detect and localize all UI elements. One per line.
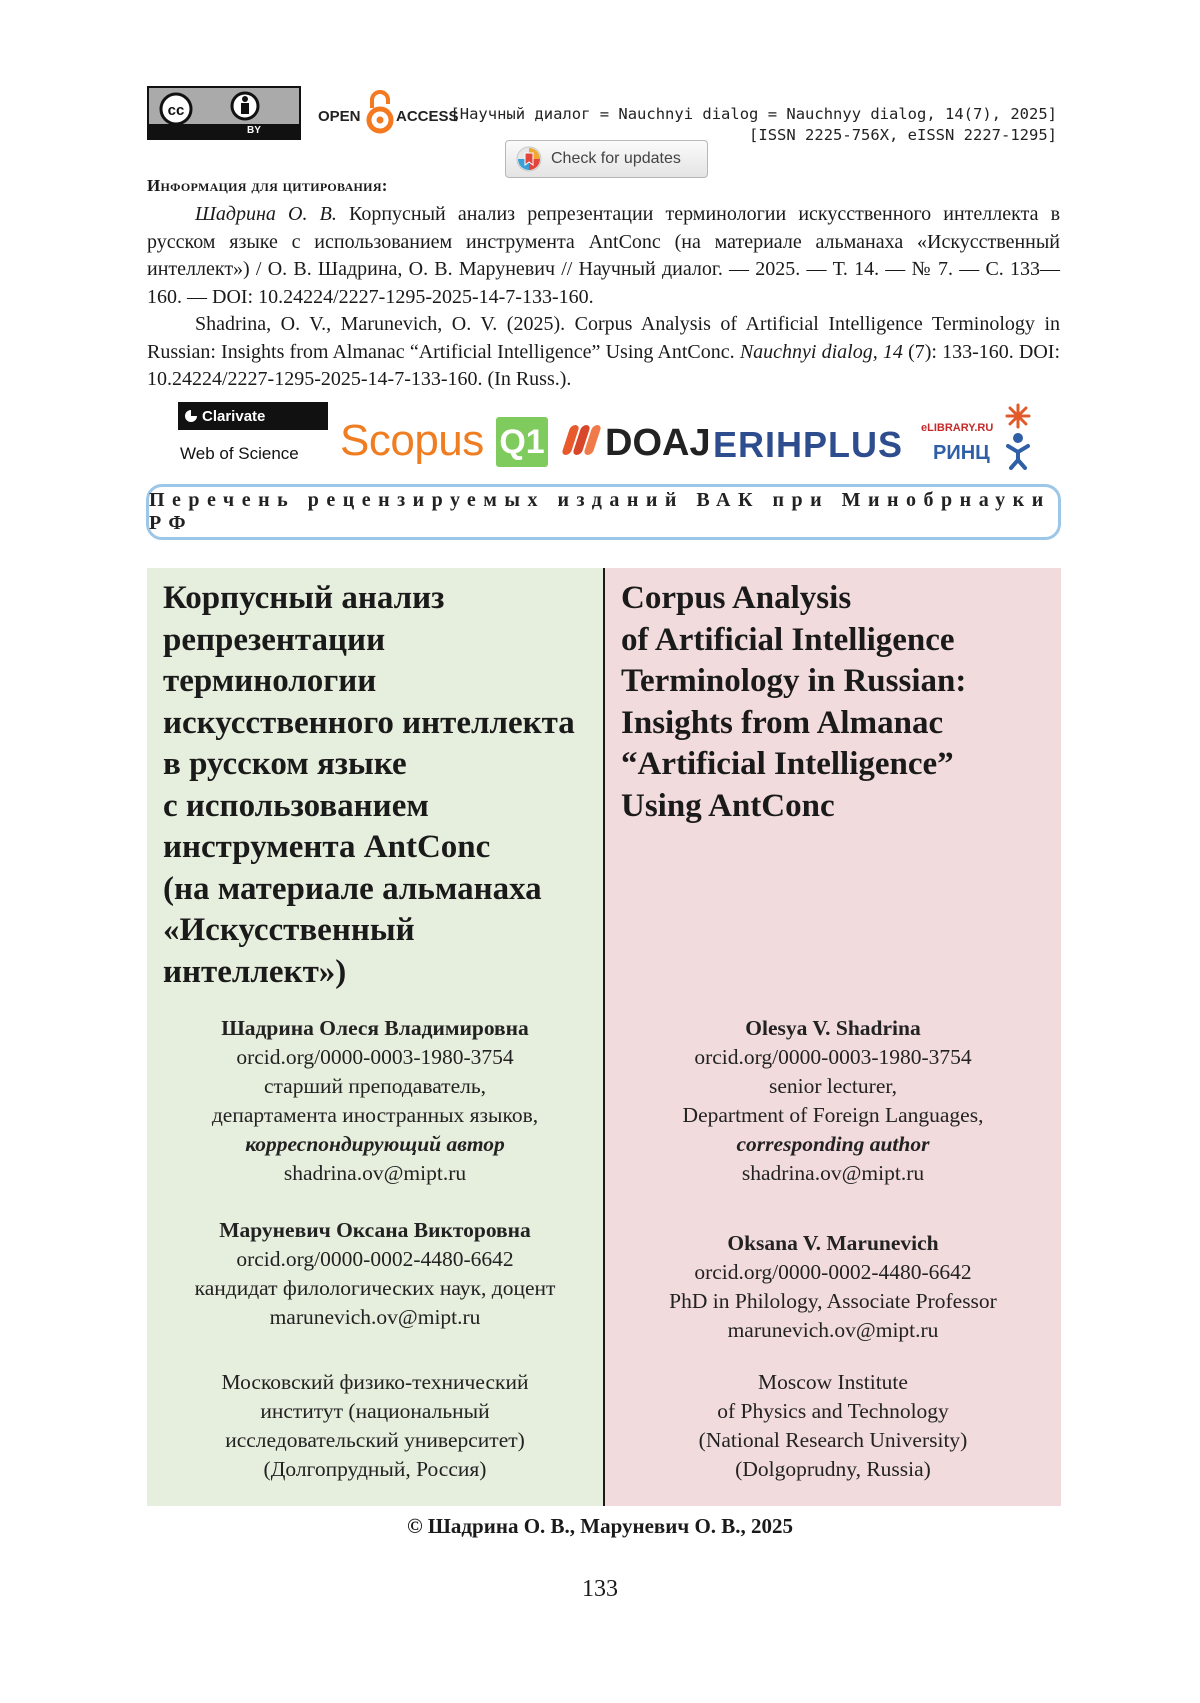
affiliation-line: of Physics and Technology [717,1399,949,1423]
author-email: shadrina.ov@mipt.ru [741,1161,925,1185]
erihplus-logo: ERIHPLUS [713,424,904,465]
citation-heading: Информация для цитирования: [147,176,388,195]
russian-title-line: с использованием [163,787,429,824]
citation-ru [147,201,1060,311]
russian-title-line: «Искусственный [163,912,415,948]
open-access-right-text: ACCESS [396,108,459,125]
author-department: департамента иностранных языков, [211,1103,539,1127]
affiliation-line: (Долгопрудный, Россия) [263,1457,487,1481]
affiliation-line: (National Research University) [698,1428,968,1452]
q1-badge: Q1 [496,417,548,467]
author-role: corresponding author [736,1132,930,1156]
english-title-line: Terminology in Russian: [621,663,967,699]
svg-text:cc: cc [167,102,185,119]
affiliation-line: исследовательский университет) [225,1428,525,1452]
elibrary-rinc-logo [915,402,1033,470]
rinc-person-icon [1003,402,1033,470]
russian-title-line: Корпусный анализ [163,580,445,616]
author-orcid: orcid.org/0000-0003-1980-3754 [236,1045,514,1069]
scopus-logo: Scopus [340,416,484,465]
doaj-label: DOAJ [605,422,711,464]
author-orcid: orcid.org/0000-0002-4480-6642 [236,1247,514,1271]
author-name: Oksana V. Marunevich [727,1231,939,1255]
page-number: 133 [582,1576,618,1602]
author-name: Шадрина Олеся Владимировна [221,1016,529,1040]
english-title-line: Using AntConc [621,787,835,824]
doaj-logo [566,422,711,465]
affiliation-line: институт (национальный [260,1399,490,1423]
citation-en-text-after: (7): 133-160. DOI: 10.24224/2227-1295-2025-14-7-133-160. (In Russ.). [147,340,1061,390]
open-access-lock-icon [366,88,394,136]
doaj-petals-icon [566,422,599,465]
english-author-1 [605,1014,1061,1188]
citation-en [147,311,1060,394]
crossmark-icon [516,146,542,172]
english-author-2 [605,1229,1061,1345]
cc-by-label: BY [247,125,261,136]
author-position: PhD in Philology, Associate Professor [669,1289,997,1313]
journal-ref-line-2: [ISSN 2225-756X, eISSN 2227-1295] [749,126,1057,144]
english-title-line: of Artificial Intelligence [621,621,955,658]
citation-block [147,201,1060,394]
russian-author-2 [147,1216,603,1332]
open-access-left-text: OPEN [318,108,361,125]
english-affiliation [605,1368,1061,1484]
clarivate-logo [178,402,328,430]
russian-title-line: (на материале альманаха [163,870,542,907]
journal-ref-line-1: [Научный диалог = Nauchnyi dialog = Nauchnyy dialog, 14(7), 2025] [450,105,1057,123]
english-title-line: Corpus Analysis [621,580,852,616]
elibrary-label: eLIBRARY.RU [921,422,994,434]
russian-affiliation [147,1368,603,1484]
russian-title-line: в русском языке [163,746,407,782]
english-title [621,578,1051,827]
affiliation-line: Московский физико-технический [221,1370,529,1394]
author-position: senior lecturer, [768,1074,898,1098]
check-for-updates-button[interactable] [505,140,708,178]
clarivate-label: Clarivate [202,407,266,425]
citation-en-journal: Nauchnyi dialog, 14 [739,340,903,363]
author-email: marunevich.ov@mipt.ru [269,1305,481,1329]
russian-title-line: инструмента AntConc [163,829,491,865]
affiliation-line: Moscow Institute [758,1370,908,1394]
author-orcid: orcid.org/0000-0003-1980-3754 [694,1045,972,1069]
citation-ru-text: Корпусный анализ репрезентации терминологии искусственного интеллекта в русском языке с использованием инструмента AntConc (на материале альманаха «Искусственный интеллект») / О. В. Шадрина, О. В. Маруневич // Научный диалог. — 2025. — Т. 14. — № 7. — С. 133—160. — DOI: 10.24224/2227-1295-2025-14-7-133-160. [147,203,1061,308]
russian-column [147,568,603,1506]
cc-by-license-badge [147,86,301,140]
russian-title-line: терминологии [163,663,377,699]
author-role: корреспондирующий автор [245,1132,505,1156]
russian-title-line: репрезентации [163,621,386,658]
affiliation-line: (Dolgoprudny, Russia) [735,1457,931,1481]
rinc-label: РИНЦ [933,442,990,464]
copyright-notice: © Шадрина О. В., Маруневич О. В., 2025 [406,1514,794,1538]
citation-en-text-before: Shadrina, O. V., Marunevich, O. V. (2025). Corpus Analysis of Artificial Intelligence Terminology in Russian: Insights from Almanac “Artificial Intelligence” Using AntConc. [147,313,1060,363]
author-email: shadrina.ov@mipt.ru [283,1161,467,1185]
citation-ru-authors: Шадрина О. В. [195,203,337,225]
author-department: Department of Foreign Languages, [682,1103,984,1127]
author-name: Маруневич Оксана Викторовна [219,1218,531,1242]
russian-title-line: искусственного интеллекта [163,704,575,741]
vak-list-banner: Перечень рецензируемых изданий ВАК при Минобрнауки РФ [146,484,1061,540]
author-orcid: orcid.org/0000-0002-4480-6642 [694,1260,972,1284]
open-access-logo [318,86,458,140]
check-for-updates-label: Check for updates [551,150,681,167]
russian-author-1 [147,1014,603,1188]
web-of-science-label: Web of Science [180,444,299,463]
russian-title [163,578,593,993]
russian-title-line: интеллект») [163,953,347,990]
english-column [605,568,1061,1506]
author-position: старший преподаватель, [263,1074,487,1098]
cc-by-icon [149,88,299,126]
clarivate-icon [184,409,198,423]
author-position: кандидат филологических наук, доцент [194,1276,556,1300]
english-title-line: Insights from Almanac [621,704,944,741]
author-name: Olesya V. Shadrina [745,1016,921,1040]
author-email: marunevich.ov@mipt.ru [727,1318,939,1342]
english-title-line: “Artificial Intelligence” [621,746,954,782]
